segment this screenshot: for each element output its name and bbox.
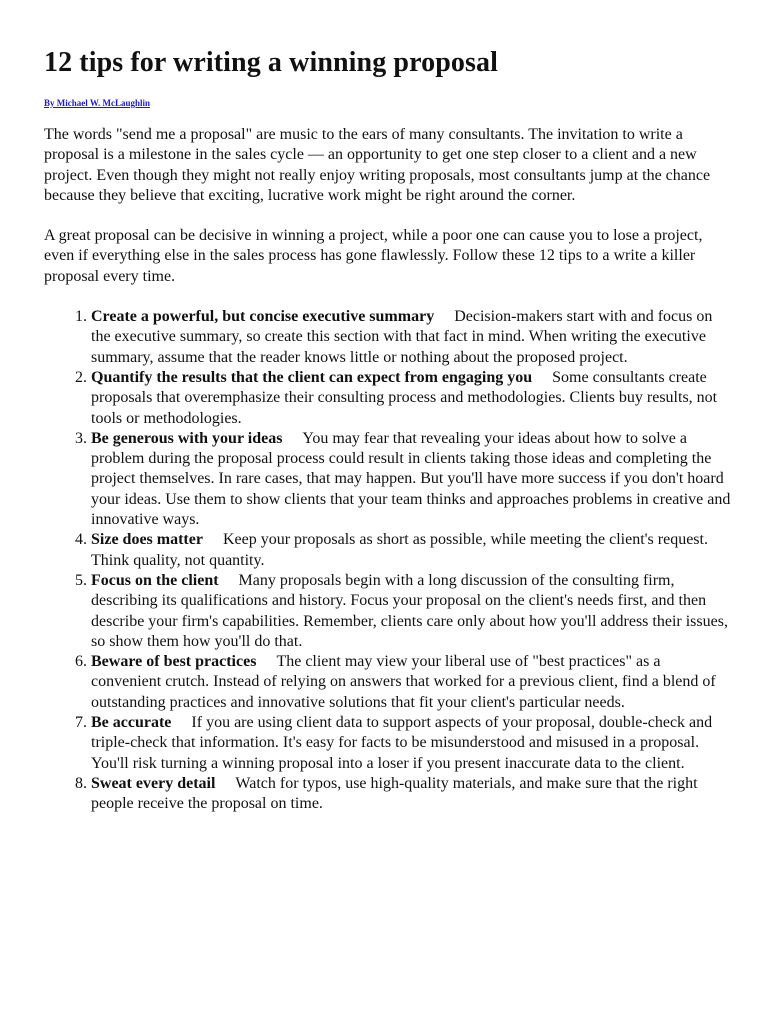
list-item bbox=[91, 652, 734, 713]
intro-paragraph: The words "send me a proposal" are music to the ears of many consultants. The invitation to write a proposal is a milestone in the sales cycle — an opportunity to get one step closer to a client and a new project. Even though they might not really enjoy writing proposals, most consultants jump at the chance because they believe that exciting, lucrative work might be right around the corner. bbox=[44, 126, 711, 204]
tip-title: Quantify the results that the client can expect from engaging you bbox=[91, 368, 533, 386]
list-item bbox=[91, 530, 734, 571]
tip-body: The client may view your liberal use of "best practices" as a convenient crutch. Instead of relying on answers that worked for a previous client, find a blend of outstanding practices and innovative solutions that fit your client's particular needs. bbox=[91, 653, 716, 711]
list-item bbox=[91, 774, 734, 815]
tip-body: If you are using client data to support aspects of your proposal, double-check and triple-check that information. It's easy for facts to be misunderstood and misused in a proposal. You'll risk turning a winning proposal into a loser if you present inaccurate data to the client. bbox=[91, 714, 713, 772]
list-item bbox=[91, 307, 734, 368]
list-item bbox=[91, 571, 734, 652]
list-item bbox=[91, 368, 734, 429]
tip-title: Size does matter bbox=[91, 531, 203, 549]
tip-body: Some consultants create proposals that overemphasize their consulting process and methodologies. Clients buy results, not tools or methodologies. bbox=[91, 368, 718, 427]
tip-title: Sweat every detail bbox=[91, 774, 216, 792]
list-item bbox=[91, 429, 734, 530]
tip-title: Focus on the client bbox=[91, 571, 219, 589]
tip-title: Be generous with your ideas bbox=[91, 429, 283, 447]
tip-body: Many proposals begin with a long discussion of the consulting firm, describing its qualifications and history. Focus your proposal on the client's needs first, and then describe your firm's capabilities. Remember, clients care only about how you'll address their issues, so show them how you'll do that. bbox=[91, 571, 728, 650]
tips-list bbox=[44, 307, 734, 814]
author-link[interactable]: By Michael W. McLaughlin bbox=[44, 98, 151, 108]
list-item bbox=[91, 713, 734, 774]
article bbox=[44, 46, 734, 815]
intro-paragraph: A great proposal can be decisive in winning a project, while a poor one can cause you to lose a project, even if everything else in the sales process has gone flawlessly. Follow these 12 tips to a write a killer proposal every time. bbox=[44, 227, 703, 285]
tip-title: Create a powerful, but concise executive summary bbox=[91, 308, 435, 326]
tip-title: Be accurate bbox=[91, 714, 172, 732]
tip-body: You may fear that revealing your ideas about how to solve a problem during the proposal process could result in clients taking those ideas and completing the project themselves. In rare cases, that may happen. But you'll have more success if you don't hoard your ideas. Use them to show clients that your team thinks and approaches problems in creative and innovative ways. bbox=[91, 429, 731, 529]
tip-body: Keep your proposals as short as possible, while meeting the client's request. Think quality, not quantity. bbox=[91, 531, 708, 569]
tip-body: Watch for typos, use high-quality materials, and make sure that the right people receive the proposal on time. bbox=[91, 774, 698, 813]
article-title: 12 tips for writing a winning proposal bbox=[44, 47, 498, 78]
tip-body: Decision-makers start with and focus on the executive summary, so create this section with that fact in mind. When writing the executive summary, assume that the reader knows little or nothing about the proposed project. bbox=[91, 308, 713, 366]
tip-title: Beware of best practices bbox=[91, 653, 257, 671]
byline bbox=[44, 97, 734, 109]
